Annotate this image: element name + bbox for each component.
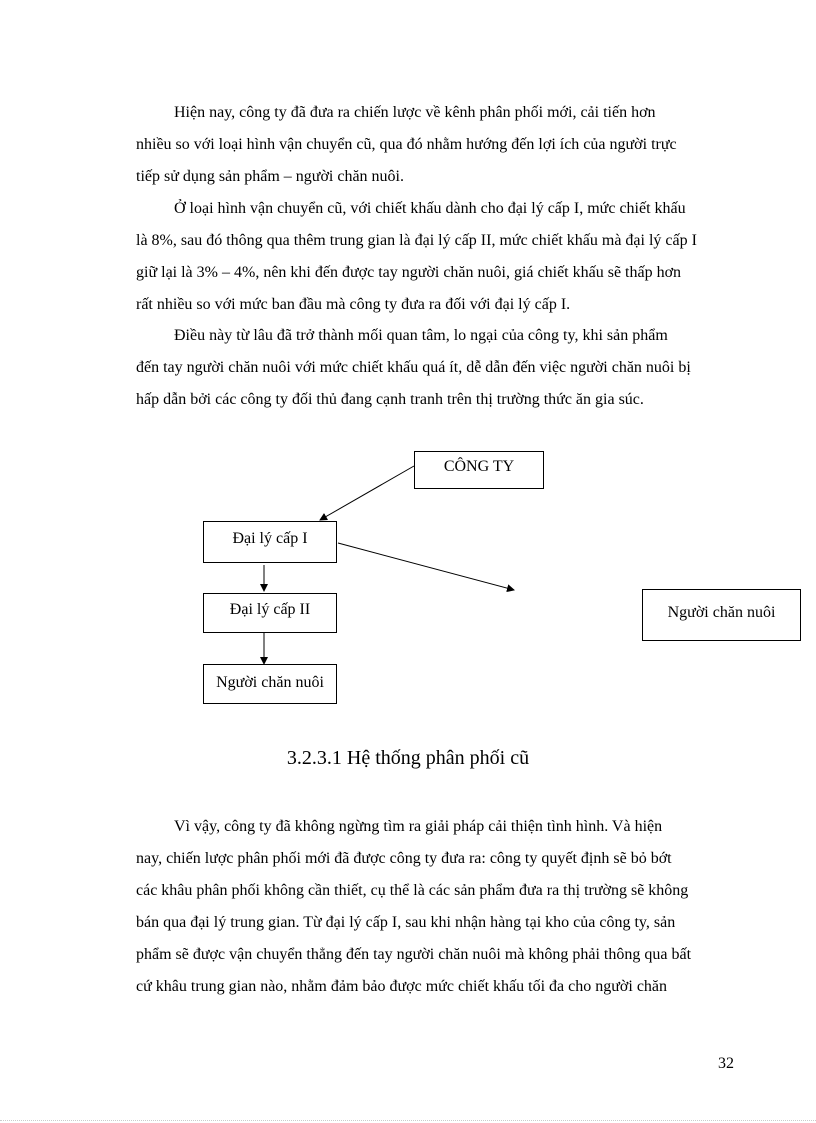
paragraph-line: là 8%, sau đó thông qua thêm trung gian là đại lý cấp II, mức chiết khấu mà đại lý cấp I bbox=[136, 232, 697, 249]
paragraph-line: Vì vậy, công ty đã không ngừng tìm ra giải pháp cải thiện tình hình. Và hiện bbox=[174, 818, 663, 835]
paragraph-line: rất nhiều so với mức ban đầu mà công ty đưa ra đối với đại lý cấp I. bbox=[136, 296, 571, 313]
farmer-box-right: Người chăn nuôi bbox=[642, 589, 801, 641]
paragraph-line: phẩm sẽ được vận chuyển thẳng đến tay người chăn nuôi mà không phải thông qua bất bbox=[136, 946, 692, 963]
figure-caption: 3.2.3.1 Hệ thống phân phối cũ bbox=[286, 747, 530, 769]
arrow-company-to-agent1 bbox=[320, 466, 414, 520]
paragraph-line: hấp dẫn bởi các công ty đối thủ đang cạnh tranh trên thị trường thức ăn gia súc. bbox=[136, 391, 644, 408]
paragraph-line: Ở loại hình vận chuyển cũ, với chiết khấu dành cho đại lý cấp I, mức chiết khấu bbox=[174, 200, 686, 217]
paragraph-line: Hiện nay, công ty đã đưa ra chiến lược về kênh phân phối mới, cải tiến hơn bbox=[174, 104, 656, 121]
paragraph-line: đến tay người chăn nuôi với mức chiết khấu quá ít, dễ dẫn đến việc người chăn nuôi bị bbox=[136, 359, 691, 376]
arrow-agent1-to-farmer-right bbox=[338, 543, 514, 590]
farmer-box-left: Người chăn nuôi bbox=[203, 664, 337, 704]
paragraph-line: Điều này từ lâu đã trở thành mối quan tâm, lo ngại của công ty, khi sản phẩm bbox=[174, 327, 668, 344]
page-number: 32 bbox=[718, 1055, 734, 1072]
paragraph-line: nhiều so với loại hình vận chuyển cũ, qua đó nhằm hướng đến lợi ích của người trực bbox=[136, 136, 677, 153]
page-bottom-divider bbox=[0, 1120, 816, 1121]
paragraph-line: tiếp sử dụng sản phẩm – người chăn nuôi. bbox=[136, 168, 404, 185]
paragraph-line: cứ khâu trung gian nào, nhằm đảm bảo được mức chiết khấu tối đa cho người chăn bbox=[136, 978, 668, 995]
company-box: CÔNG TY bbox=[414, 451, 544, 489]
agent-level2-box: Đại lý cấp II bbox=[203, 593, 337, 633]
paragraph-line: các khâu phân phối không cần thiết, cụ thể là các sản phẩm đưa ra thị trường sẽ không bbox=[136, 882, 689, 899]
paragraph-line: bán qua đại lý trung gian. Từ đại lý cấp I, sau khi nhận hàng tại kho của công ty, sản bbox=[136, 914, 676, 931]
paragraph-line: nay, chiến lược phân phối mới đã được công ty đưa ra: công ty quyết định sẽ bỏ bớt bbox=[136, 850, 672, 867]
agent-level1-box: Đại lý cấp I bbox=[203, 521, 337, 563]
paragraph-line: giữ lại là 3% – 4%, nên khi đến được tay người chăn nuôi, giá chiết khấu sẽ thấp hơn bbox=[136, 264, 682, 281]
